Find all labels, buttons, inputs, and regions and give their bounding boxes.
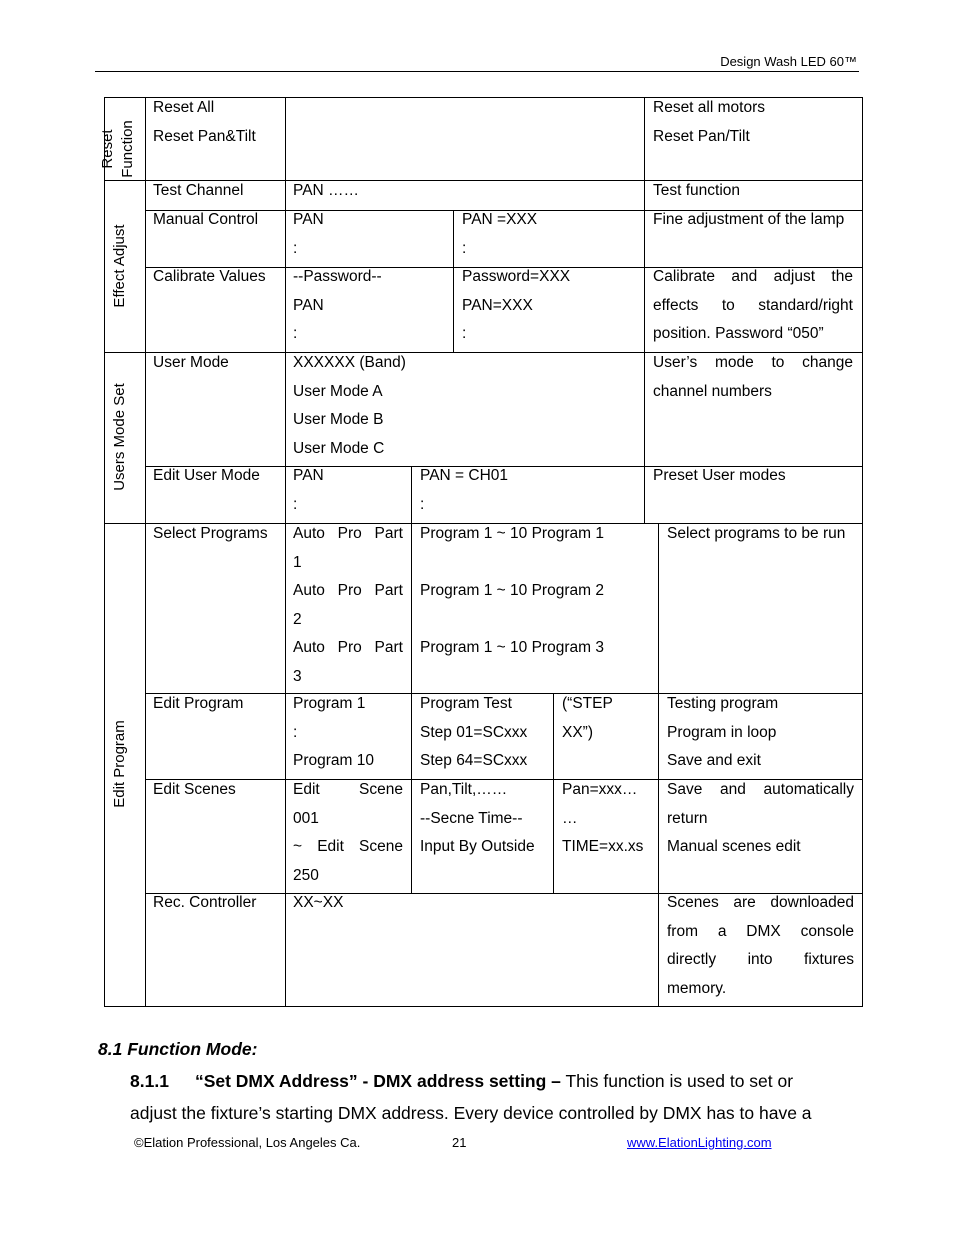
cell-select-desc: Select programs to be run bbox=[667, 525, 846, 542]
col-rule bbox=[453, 210, 454, 353]
cell-calibrate-value1: --Password-- PAN : bbox=[293, 268, 382, 342]
cell-test-value: PAN …… bbox=[293, 182, 360, 199]
cell-edituser-name: Edit User Mode bbox=[153, 467, 260, 484]
cell-calibrate-value2: Password=XXX PAN=XXX : bbox=[462, 268, 571, 342]
cell-manual-value1: PAN : bbox=[293, 211, 324, 257]
cell-scenes-name: Edit Scenes bbox=[153, 781, 236, 798]
paragraph-line-2: adjust the fixture’s starting DMX address. Every device controlled by DMX has to have a bbox=[130, 1103, 812, 1123]
cell-test-desc: Test function bbox=[653, 182, 741, 199]
cell-usermode-value: XXXXXX (Band) User Mode A User Mode B User Mode C bbox=[293, 354, 406, 457]
cell-usermode-desc: User’s mode to change channel numbers bbox=[653, 354, 853, 400]
table-border-left bbox=[104, 97, 105, 1007]
cell-manual-value2: PAN =XXX : bbox=[462, 211, 538, 257]
cell-editprog-desc: Testing program Program in loop Save and exit bbox=[667, 695, 779, 769]
footer-website-link[interactable]: www.ElationLighting.com bbox=[627, 1135, 772, 1150]
cell-edituser-value2: PAN = CH01 : bbox=[420, 467, 509, 513]
header-product-name: Design Wash LED 60™ bbox=[720, 54, 857, 69]
paragraph-number: 8.1.1 bbox=[130, 1071, 169, 1091]
section-divider bbox=[145, 97, 146, 1007]
paragraph-text: This function is used to set or bbox=[560, 1071, 794, 1091]
cell-reset-name: Reset All Reset Pan&Tilt bbox=[153, 99, 256, 145]
table-border-bottom bbox=[104, 1006, 863, 1007]
col-rule bbox=[553, 693, 554, 894]
cell-scenes-desc: Save and automatically return Manual scenes edit bbox=[667, 781, 854, 855]
cell-rec-desc: Scenes are downloaded from a DMX console directly into fixtures memory. bbox=[667, 894, 854, 997]
col-rule bbox=[285, 97, 286, 1007]
cell-manual-name: Manual Control bbox=[153, 211, 259, 228]
col-rule bbox=[658, 523, 659, 1007]
cell-select-value2: Program 1 ~ 10 Program 1 Program 1 ~ 10 Program 2 Program 1 ~ 10 Program 3 bbox=[420, 525, 604, 656]
header-rule bbox=[95, 71, 859, 72]
cell-select-value1: Auto Pro Part 1 Auto Pro Part 2 Auto Pro Part 3 bbox=[293, 525, 403, 685]
section-label-reset: Reset Function bbox=[99, 120, 136, 178]
section-label-edit-program: Edit Program bbox=[111, 720, 128, 808]
cell-editprog-name: Edit Program bbox=[153, 695, 244, 712]
section-heading: 8.1 Function Mode: bbox=[98, 1039, 258, 1059]
cell-manual-desc: Fine adjustment of the lamp bbox=[653, 211, 845, 228]
cell-scenes-value3: Pan=xxx… … TIME=xx.xs bbox=[562, 781, 644, 855]
cell-calibrate-desc: Calibrate and adjust the effects to standard/right position. Password “050” bbox=[653, 268, 853, 342]
cell-rec-value: XX~XX bbox=[293, 894, 344, 911]
paragraph-line-1 bbox=[130, 1071, 793, 1092]
cell-edituser-desc: Preset User modes bbox=[653, 467, 786, 484]
cell-scenes-value2: Pan,Tilt,…… --Secne Time-- Input By Outside bbox=[420, 781, 535, 855]
footer-page-number: 21 bbox=[452, 1135, 467, 1150]
col-rule bbox=[644, 97, 645, 524]
col-rule bbox=[411, 523, 412, 894]
cell-editprog-value2: Program Test Step 01=SCxxx Step 64=SCxxx bbox=[420, 695, 528, 769]
cell-editprog-value1: Program 1 : Program 10 bbox=[293, 695, 374, 769]
cell-scenes-value1: Edit Scene 001 ~ Edit Scene 250 bbox=[293, 781, 403, 884]
cell-edituser-value1: PAN : bbox=[293, 467, 324, 513]
cell-select-name: Select Programs bbox=[153, 525, 268, 542]
footer-copyright: ©Elation Professional, Los Angeles Ca. bbox=[134, 1135, 361, 1150]
cell-rec-name: Rec. Controller bbox=[153, 894, 257, 911]
col-rule bbox=[411, 466, 412, 524]
section-label-users-mode-set: Users Mode Set bbox=[111, 383, 128, 491]
cell-reset-desc: Reset all motors Reset Pan/Tilt bbox=[653, 99, 765, 145]
section-label-effect-adjust: Effect Adjust bbox=[111, 224, 128, 308]
cell-calibrate-name: Calibrate Values bbox=[153, 268, 266, 285]
paragraph-bold-lead: “Set DMX Address” - DMX address setting – bbox=[194, 1071, 561, 1091]
cell-editprog-value3: (“STEP XX”) bbox=[562, 695, 613, 741]
cell-test-name: Test Channel bbox=[153, 182, 244, 199]
table-border-right bbox=[862, 97, 863, 1007]
cell-usermode-name: User Mode bbox=[153, 354, 229, 371]
